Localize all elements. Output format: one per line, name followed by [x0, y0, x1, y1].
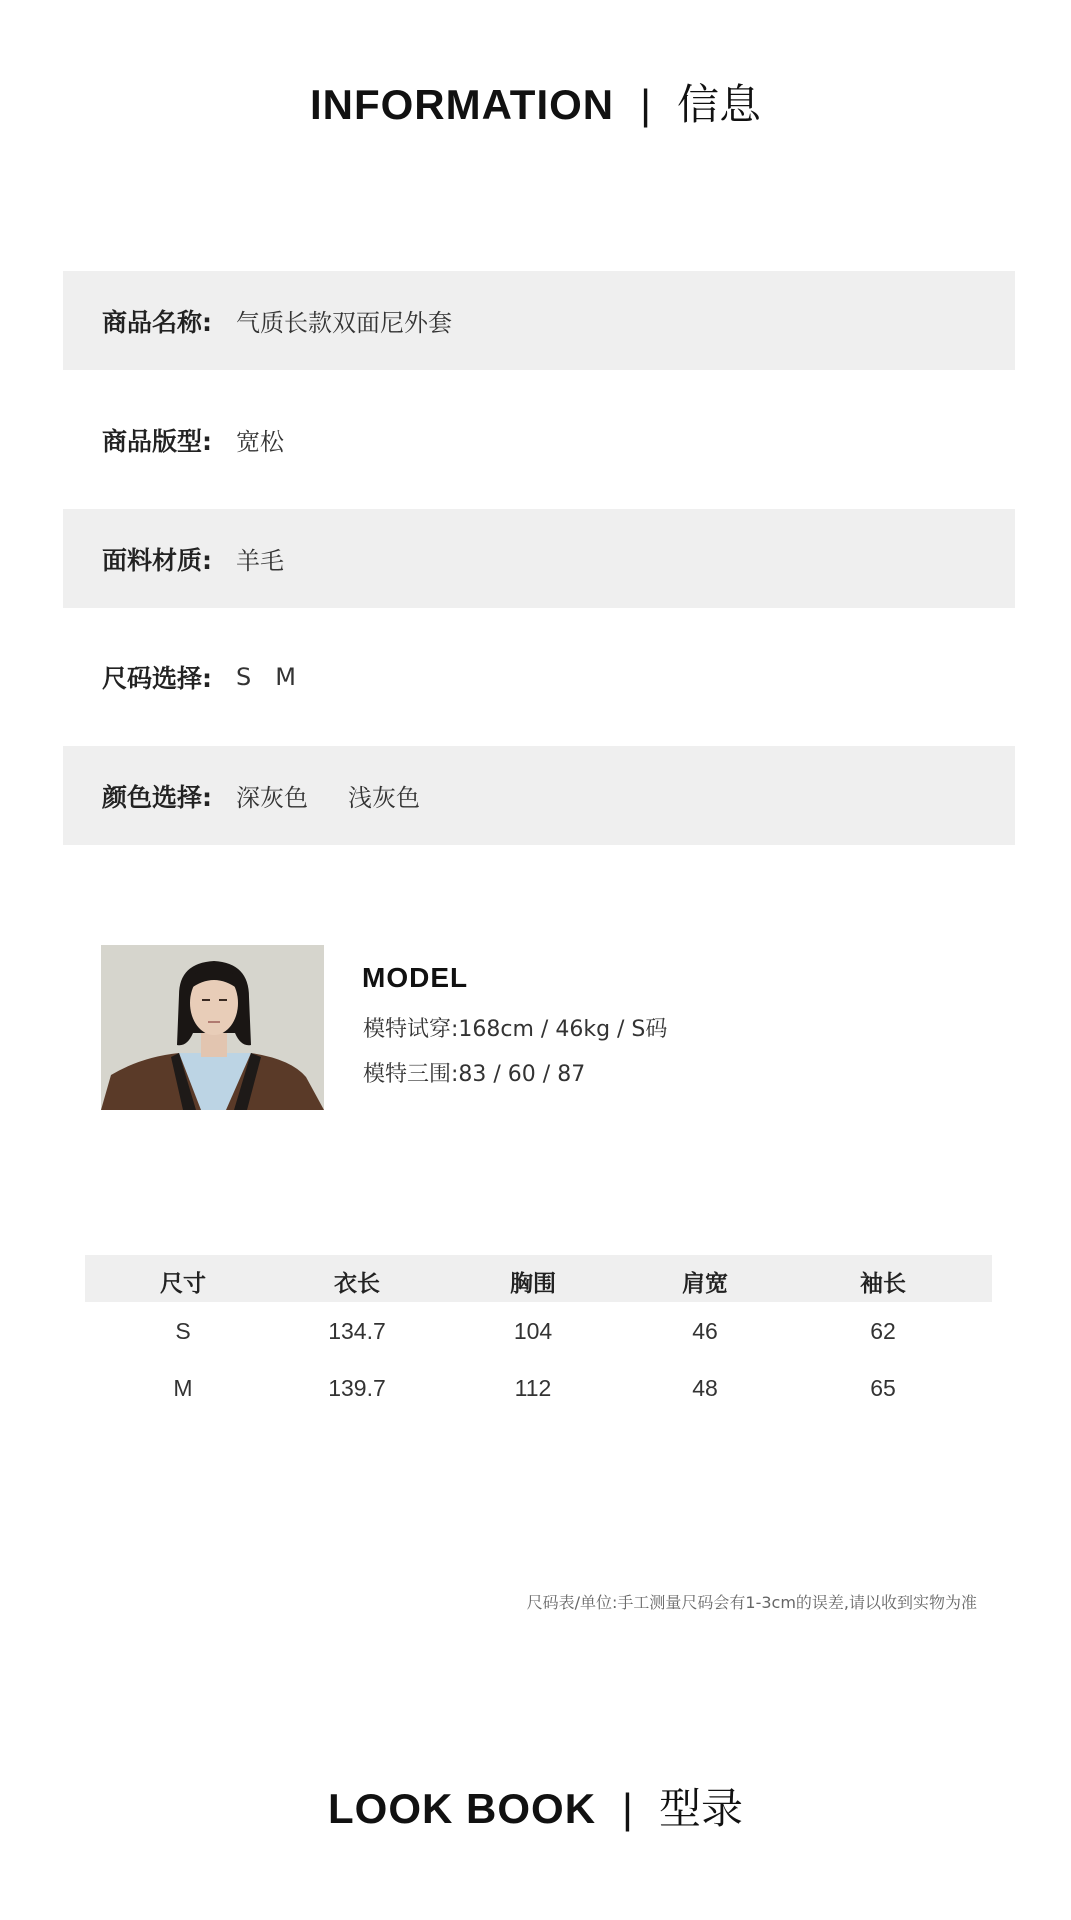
model-fitting-info: 模特试穿:168cm / 46kg / S码 — [363, 1017, 668, 1042]
size-option-s: S — [236, 662, 252, 691]
title-separator: | — [622, 1785, 633, 1832]
table-cell: 139.7 — [328, 1375, 386, 1401]
size-table-note: 尺码表/单位:手工测量尺码会有1-3cm的误差,请以收到实物为准 — [526, 1593, 977, 1612]
material-row — [63, 509, 1015, 608]
material-label: 面料材质: — [102, 545, 212, 575]
product-name-label: 商品名称: — [102, 307, 212, 337]
product-fit-value: 宽松 — [236, 428, 284, 456]
model-photo — [101, 945, 324, 1110]
table-cell: 48 — [692, 1375, 718, 1401]
table-cell: 112 — [514, 1375, 552, 1401]
title-separator: | — [640, 81, 652, 128]
product-fit-row — [63, 390, 1015, 489]
table-row — [85, 1361, 992, 1418]
table-cell: 46 — [692, 1318, 718, 1344]
table-cell: M — [173, 1375, 193, 1401]
size-select-label: 尺码选择: — [102, 663, 212, 693]
lookbook-title — [0, 1776, 1071, 1836]
model-measurements: 模特三围:83 / 60 / 87 — [363, 1062, 586, 1087]
header-sleeve: 袖长 — [860, 1271, 906, 1297]
product-fit-label: 商品版型: — [102, 426, 212, 456]
table-cell: S — [175, 1318, 191, 1344]
model-heading: MODEL — [362, 962, 469, 993]
table-cell: 65 — [870, 1375, 896, 1401]
color-select-label: 颜色选择: — [102, 782, 212, 812]
product-name-row — [63, 271, 1015, 370]
header-length: 衣长 — [334, 1271, 380, 1297]
color-option-dark-gray: 深灰色 — [236, 784, 308, 812]
size-table-header — [85, 1255, 992, 1302]
lookbook-title-cn: 型录 — [658, 1784, 743, 1833]
color-select-row — [63, 746, 1015, 845]
information-title-en: INFORMATION — [309, 81, 615, 128]
table-cell: 104 — [513, 1318, 553, 1344]
information-title — [0, 72, 1071, 132]
information-title-cn: 信息 — [677, 80, 762, 129]
table-row — [85, 1304, 992, 1361]
product-name-value: 气质长款双面尼外套 — [236, 309, 452, 337]
table-cell: 62 — [870, 1318, 896, 1344]
header-shoulder: 肩宽 — [682, 1271, 728, 1297]
color-option-light-gray: 浅灰色 — [348, 784, 420, 812]
header-bust: 胸围 — [510, 1271, 556, 1297]
header-size: 尺寸 — [160, 1271, 206, 1297]
lookbook-title-en: LOOK BOOK — [328, 1785, 597, 1832]
size-table — [85, 1255, 992, 1418]
table-cell: 134.7 — [328, 1318, 386, 1344]
size-select-row — [63, 627, 1015, 726]
material-value: 羊毛 — [236, 547, 284, 575]
size-option-m: M — [275, 662, 296, 691]
